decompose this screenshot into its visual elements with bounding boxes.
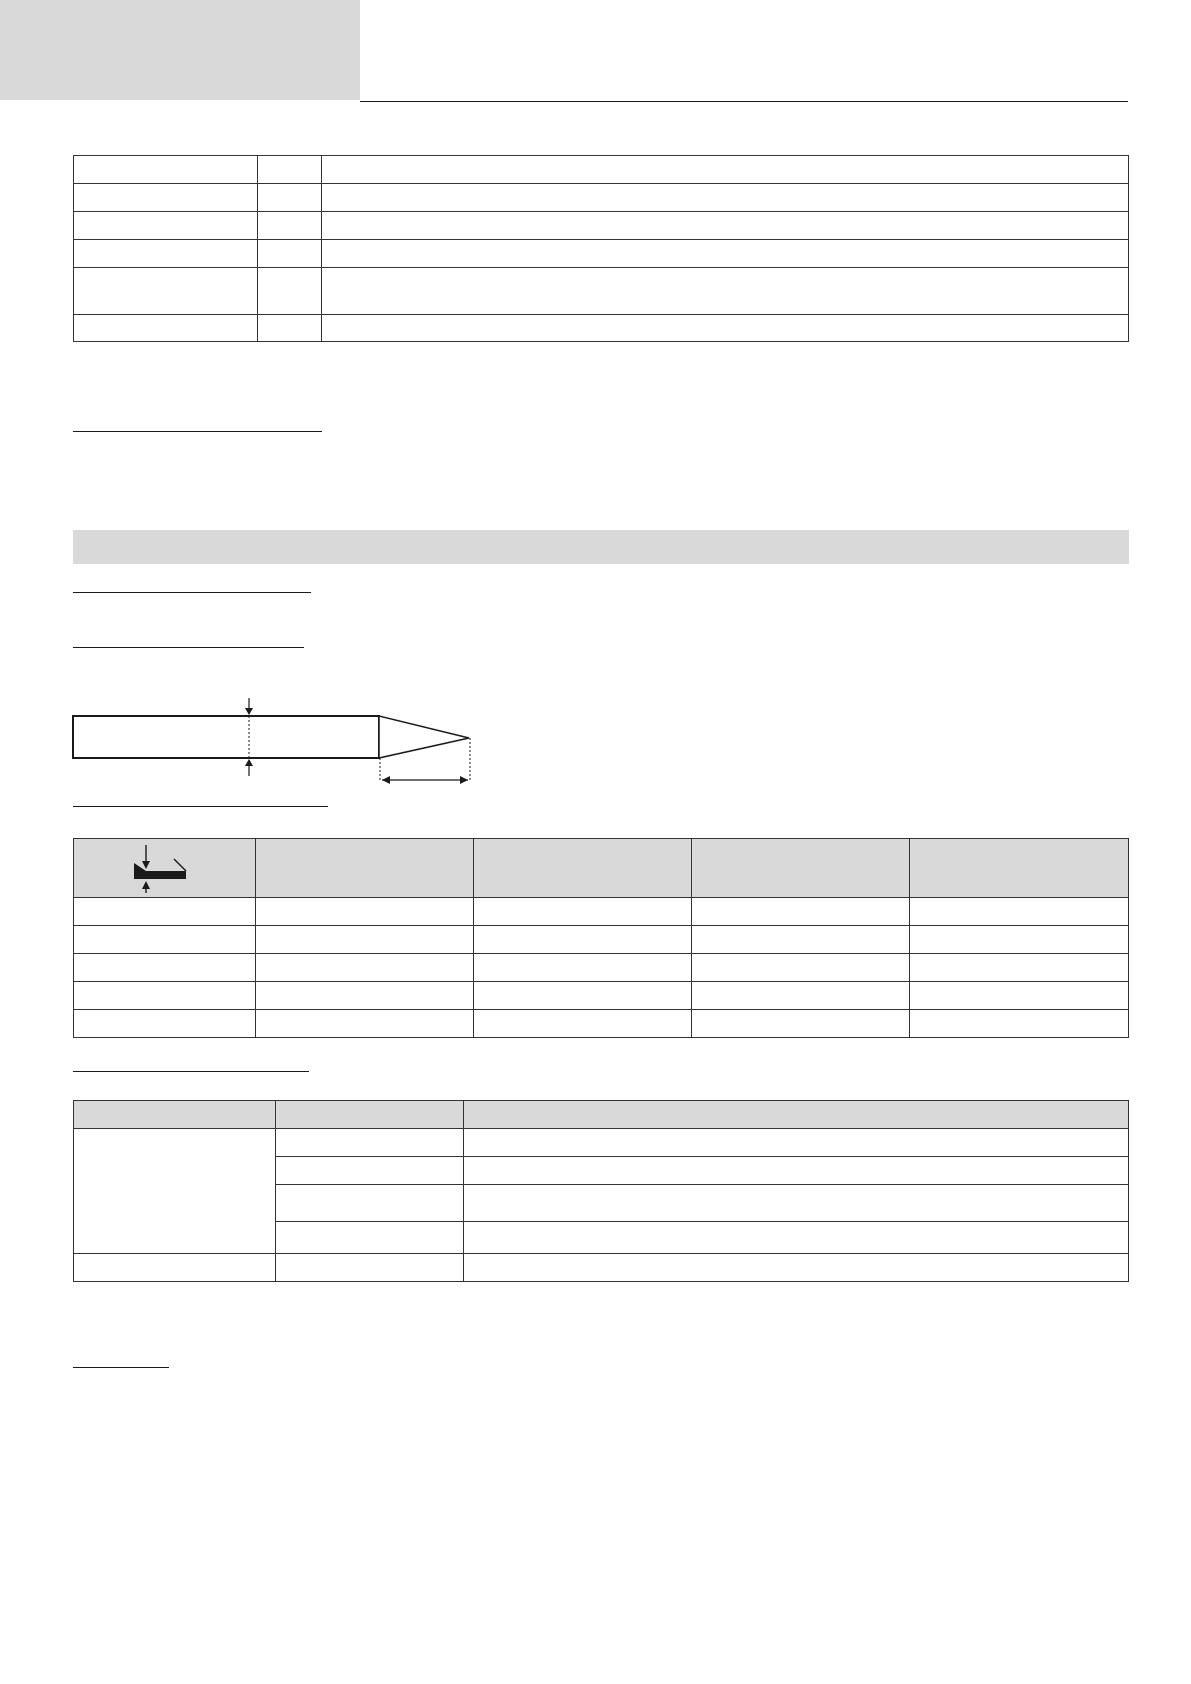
table-cell bbox=[692, 954, 910, 982]
table-header-row bbox=[74, 839, 1129, 898]
table-cell bbox=[474, 982, 692, 1010]
header-gray-block bbox=[0, 0, 360, 100]
arrow-left-icon bbox=[382, 776, 390, 784]
subheading-underline bbox=[73, 592, 311, 593]
table-cell bbox=[474, 926, 692, 954]
table-header-cell bbox=[276, 1101, 464, 1129]
table-cell bbox=[276, 1185, 464, 1222]
table-cell bbox=[692, 898, 910, 926]
table-cell bbox=[74, 184, 258, 212]
electrode-tip bbox=[379, 716, 469, 758]
table-cell bbox=[910, 1010, 1129, 1038]
electrode-table bbox=[73, 838, 1129, 1038]
table-cell bbox=[322, 184, 1129, 212]
table-cell bbox=[74, 926, 256, 954]
table-cell bbox=[74, 156, 258, 184]
table-cell bbox=[276, 1129, 464, 1157]
table-cell bbox=[464, 1129, 1129, 1157]
table-cell bbox=[258, 315, 322, 342]
table-cell bbox=[322, 240, 1129, 268]
table-cell bbox=[692, 982, 910, 1010]
table-cell bbox=[692, 926, 910, 954]
table-row bbox=[74, 898, 1129, 926]
electrode-body bbox=[73, 716, 379, 758]
table-cell bbox=[910, 982, 1129, 1010]
table-cell bbox=[74, 212, 258, 240]
header-rule bbox=[360, 101, 1128, 102]
table-header-row bbox=[74, 1101, 1129, 1129]
table-row bbox=[74, 954, 1129, 982]
table-cell bbox=[258, 240, 322, 268]
table-cell bbox=[74, 982, 256, 1010]
table-cell bbox=[322, 156, 1129, 184]
table-cell bbox=[910, 954, 1129, 982]
table-row bbox=[74, 1010, 1129, 1038]
table-cell bbox=[74, 1129, 276, 1254]
section-heading-underline bbox=[73, 1367, 169, 1368]
table-cell bbox=[258, 156, 322, 184]
table-row bbox=[74, 982, 1129, 1010]
table-cell bbox=[74, 898, 256, 926]
table-cell bbox=[74, 315, 258, 342]
table-header-cell bbox=[464, 1101, 1129, 1129]
table-cell bbox=[74, 240, 258, 268]
table-header-cell bbox=[692, 839, 910, 898]
table-cell bbox=[258, 212, 322, 240]
table-cell bbox=[474, 954, 692, 982]
table-header-cell bbox=[910, 839, 1129, 898]
table-cell bbox=[474, 898, 692, 926]
table-cell bbox=[322, 212, 1129, 240]
table-cell bbox=[276, 1254, 464, 1282]
table-cell bbox=[256, 954, 474, 982]
table-cell bbox=[74, 954, 256, 982]
table-header-cell bbox=[74, 839, 256, 898]
table-row bbox=[74, 268, 1129, 315]
table-row bbox=[74, 212, 1129, 240]
table-cell bbox=[692, 1010, 910, 1038]
table-cell bbox=[256, 1010, 474, 1038]
table-cell bbox=[910, 926, 1129, 954]
table-row bbox=[74, 926, 1129, 954]
table-cell bbox=[258, 268, 322, 315]
subheading-underline bbox=[73, 1071, 309, 1072]
spec-table bbox=[73, 155, 1129, 342]
table-cell bbox=[464, 1185, 1129, 1222]
table-cell bbox=[276, 1157, 464, 1185]
arrow-right-icon bbox=[460, 776, 468, 784]
table-row bbox=[74, 240, 1129, 268]
table-row bbox=[74, 156, 1129, 184]
electrode-thickness-icon bbox=[130, 843, 200, 893]
table-row bbox=[74, 315, 1129, 342]
table-cell bbox=[322, 268, 1129, 315]
table-header-cell bbox=[74, 1101, 276, 1129]
table-header-cell bbox=[256, 839, 474, 898]
arrow-down-icon bbox=[142, 861, 150, 869]
subheading-underline bbox=[73, 806, 328, 807]
arrow-up-icon bbox=[245, 759, 253, 766]
table-cell bbox=[910, 898, 1129, 926]
section-band bbox=[73, 530, 1129, 564]
table-cell bbox=[256, 898, 474, 926]
table-row bbox=[74, 184, 1129, 212]
plate-shape bbox=[134, 863, 186, 879]
bevel-line bbox=[174, 859, 186, 871]
table-cell bbox=[256, 982, 474, 1010]
table-cell bbox=[74, 1254, 276, 1282]
arrow-up-icon bbox=[142, 881, 150, 889]
table-cell bbox=[276, 1222, 464, 1254]
table-cell bbox=[474, 1010, 692, 1038]
arrow-down-icon bbox=[245, 708, 253, 715]
electrode-tip-diagram bbox=[60, 690, 500, 790]
section-heading-underline bbox=[73, 431, 322, 432]
subheading-underline bbox=[73, 647, 304, 648]
table-row bbox=[74, 1254, 1129, 1282]
table-cell bbox=[74, 1010, 256, 1038]
table-cell bbox=[322, 315, 1129, 342]
settings-table bbox=[73, 1100, 1129, 1282]
table-cell bbox=[256, 926, 474, 954]
table-cell bbox=[258, 184, 322, 212]
table-cell bbox=[464, 1157, 1129, 1185]
table-cell bbox=[74, 268, 258, 315]
table-header-cell bbox=[474, 839, 692, 898]
table-row bbox=[74, 1129, 1129, 1157]
table-cell bbox=[464, 1222, 1129, 1254]
table-cell bbox=[464, 1254, 1129, 1282]
